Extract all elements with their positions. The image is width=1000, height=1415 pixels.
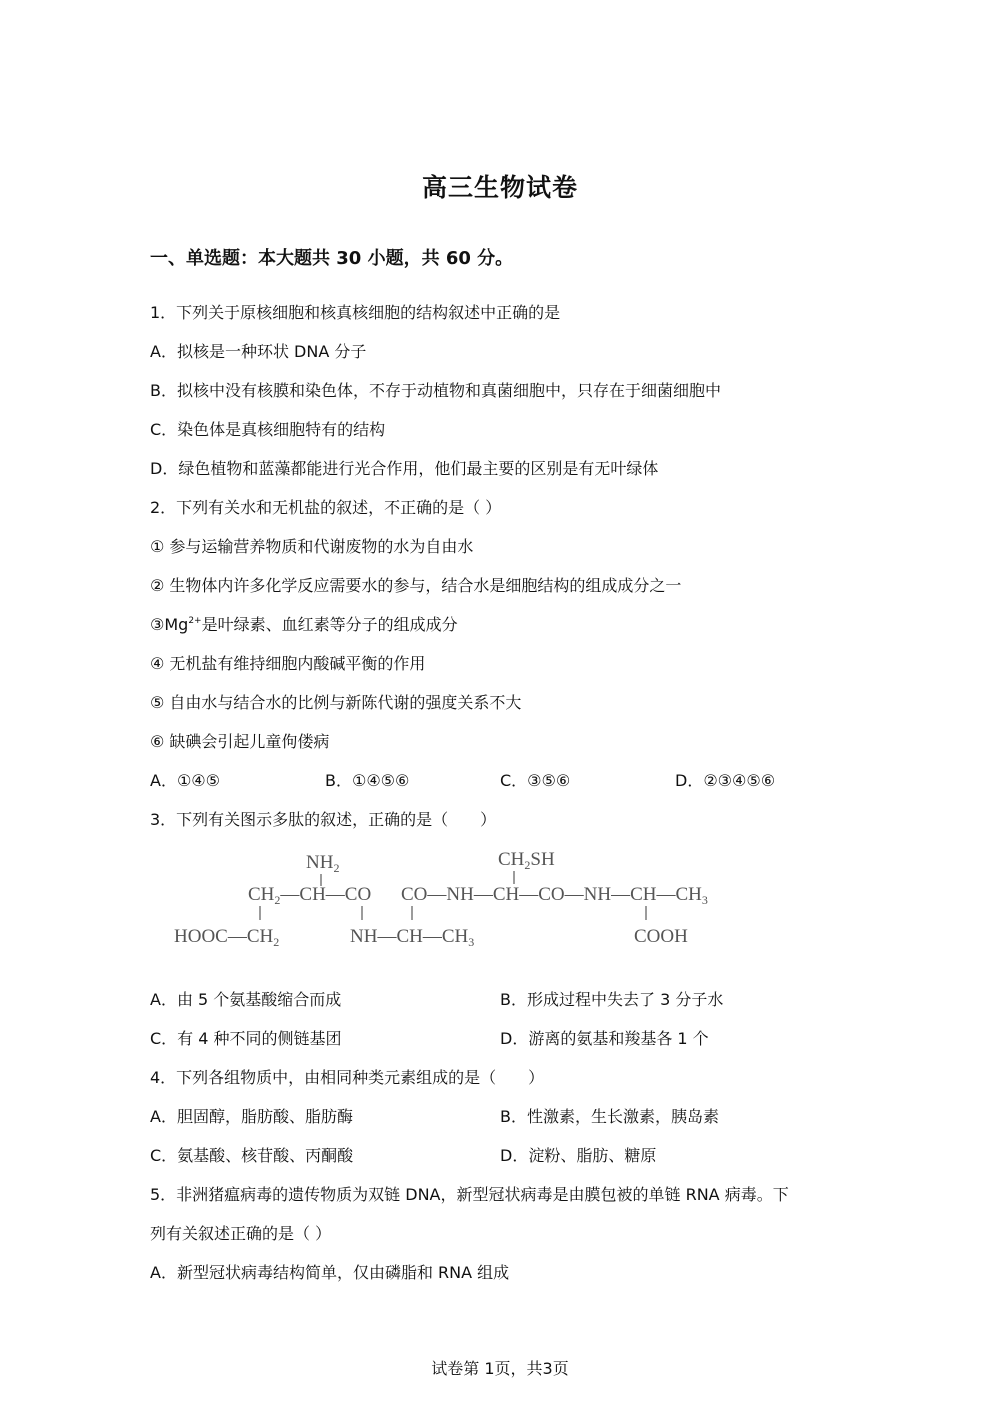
question-2-statement-2: ② 生物体内许多化学反应需要水的参与，结合水是细胞结构的组成成分之一 xyxy=(150,576,682,595)
statement-3-prefix: ③Mg xyxy=(150,615,189,634)
main-chain-right: $CO—NH—CH—CO—NH—CH—CH_3$ xyxy=(401,884,708,907)
question-5-stem-line-1: 5．非洲猪瘟病毒的遗传物质为双链 DNA，新型冠状病毒是由膜包被的单链 RNA 病毒。下 xyxy=(150,1185,789,1204)
question-4-option-a: A．胆固醇，脂肪酸、脂肪酶 xyxy=(150,1107,353,1126)
question-5-option-a: A．新型冠状病毒结构简单，仅由磷脂和 RNA 组成 xyxy=(150,1263,510,1282)
charge-superscript: 2+ xyxy=(188,616,202,626)
question-3-stem: 3．下列有关图示多肽的叙述，正确的是（ ） xyxy=(150,810,497,829)
question-3-option-c: C．有 4 种不同的侧链基团 xyxy=(150,1029,342,1048)
question-2-statement-1: ① 参与运输营养物质和代谢废物的水为自由水 xyxy=(150,537,474,556)
question-1-option-d: D．绿色植物和蓝藻都能进行光合作用，他们最主要的区别是有无叶绿体 xyxy=(150,459,659,478)
question-3-option-a: A．由 5 个氨基酸缩合而成 xyxy=(150,990,342,1009)
question-4-option-d: D．淀粉、脂肪、糖原 xyxy=(500,1146,657,1165)
question-5-stem-line-2: 列有关叙述正确的是（ ） xyxy=(150,1224,332,1243)
page-title: 高三生物试卷 xyxy=(421,173,578,202)
question-1-option-a: A．拟核是一种环状 DNA 分子 xyxy=(150,342,367,361)
main-chain-left: $CH_2—CH—CO$ xyxy=(248,884,372,907)
question-2-option-d: D．②③④⑤⑥ xyxy=(675,771,776,790)
question-2-statement-5: ⑤ 自由水与结合水的比例与新陈代谢的强度关系不大 xyxy=(150,693,522,712)
question-2-statement-3 xyxy=(150,612,458,635)
ch2sh-label: $CH_2SH$ xyxy=(498,849,555,872)
question-2-option-c: C．③⑤⑥ xyxy=(500,771,571,790)
question-2-option-a: A．①④⑤ xyxy=(150,771,220,790)
question-4-option-c: C．氨基酸、核苷酸、丙酮酸 xyxy=(150,1146,354,1165)
amino-group-label: $NH_2$ xyxy=(306,852,340,875)
nh-ch-ch3-label: $NH—CH—CH_3$ xyxy=(350,926,475,949)
question-4-option-b: B．性激素，生长激素，胰岛素 xyxy=(500,1107,719,1126)
question-2-option-b: B．①④⑤⑥ xyxy=(325,771,410,790)
question-1-option-b: B．拟核中没有核膜和染色体，不存于动植物和真菌细胞中，只存在于细菌细胞中 xyxy=(150,381,721,400)
question-1-stem: 1．下列关于原核细胞和核真核细胞的结构叙述中正确的是 xyxy=(150,303,561,322)
polypeptide-structure-diagram xyxy=(160,840,740,960)
question-2-statement-4: ④ 无机盐有维持细胞内酸碱平衡的作用 xyxy=(150,654,426,673)
question-4-stem: 4．下列各组物质中，由相同种类元素组成的是（ ） xyxy=(150,1068,545,1087)
page-footer: 试卷第 1页，共3页 xyxy=(431,1359,569,1378)
question-2-stem: 2．下列有关水和无机盐的叙述，不正确的是（ ） xyxy=(150,498,502,517)
cooh-group-label: COOH xyxy=(634,926,688,947)
statement-3-text: 是叶绿素、血红素等分子的组成成分 xyxy=(201,615,458,634)
question-2-statement-6: ⑥ 缺碘会引起儿童佝偻病 xyxy=(150,732,330,751)
hooc-group-label: $HOOC—CH_2$ xyxy=(174,926,280,949)
question-3-option-b: B．形成过程中失去了 3 分子水 xyxy=(500,990,724,1009)
section-heading: 一、单选题：本大题共 30 小题，共 60 分。 xyxy=(150,248,514,269)
question-1-option-c: C．染色体是真核细胞特有的结构 xyxy=(150,420,386,439)
question-3-option-d: D．游离的氨基和羧基各 1 个 xyxy=(500,1029,709,1048)
